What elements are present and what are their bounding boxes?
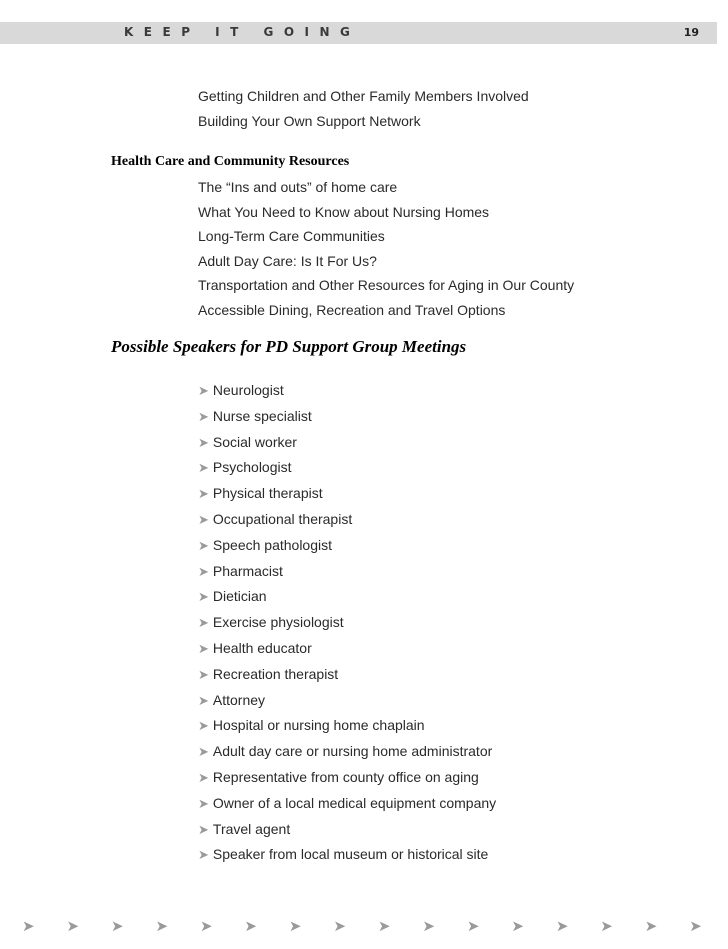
running-header [0, 22, 717, 44]
speaker-item [198, 507, 496, 533]
speaker-label: Recreation therapist [212, 665, 339, 682]
footer-arrow-icon: ➤ [689, 918, 702, 935]
footer-arrow-icon: ➤ [199, 918, 213, 935]
footer-arrow-icon: ➤ [288, 918, 302, 935]
speaker-item [198, 455, 496, 481]
footer-arrow-icon: ➤ [644, 918, 658, 935]
footer-arrow-icon: ➤ [66, 918, 80, 935]
footer-arrow-icon: ➤ [511, 918, 524, 935]
speaker-item [198, 739, 496, 765]
speaker-label: Psychologist [212, 459, 292, 476]
page-number: 19 [683, 26, 699, 39]
speaker-item [198, 559, 496, 585]
resources-heading: Health Care and Community Resources [111, 154, 350, 169]
arrow-bullet-icon: ➤ [198, 795, 209, 811]
arrow-bullet-icon: ➤ [198, 460, 209, 476]
footer-arrow-icon: ➤ [244, 918, 257, 935]
arrow-bullet-icon: ➤ [198, 383, 209, 398]
footer-arrow-icon: ➤ [555, 918, 569, 935]
arrow-bullet-icon: ➤ [198, 537, 209, 553]
footer-arrow-icon: ➤ [466, 918, 480, 935]
header-title: KEEP IT GOING [124, 25, 361, 39]
speaker-label: Travel agent [212, 820, 291, 837]
speaker-item [198, 817, 496, 843]
speaker-item [198, 584, 496, 610]
speakers-list [198, 378, 496, 868]
speaker-item [198, 481, 496, 507]
arrow-bullet-icon: ➤ [198, 640, 209, 656]
arrow-bullet-icon: ➤ [198, 511, 209, 527]
arrow-bullet-icon: ➤ [198, 434, 209, 450]
speaker-label: Owner of a local medical equipment company [212, 794, 497, 811]
arrow-bullet-icon: ➤ [198, 821, 209, 837]
arrow-bullet-icon: ➤ [198, 847, 209, 863]
speaker-item [198, 404, 496, 430]
arrow-bullet-icon: ➤ [198, 486, 209, 502]
arrow-bullet-icon: ➤ [198, 666, 209, 682]
arrow-bullet-icon: ➤ [198, 563, 209, 579]
arrow-bullet-icon: ➤ [198, 692, 209, 708]
speaker-label: Dietician [212, 588, 267, 605]
speaker-item [198, 662, 496, 688]
list-item: Adult Day Care: Is It For Us? [198, 252, 377, 269]
speaker-item [198, 533, 496, 559]
list-item: Building Your Own Support Network [198, 112, 421, 129]
arrow-bullet-icon: ➤ [198, 589, 209, 605]
list-item: Transportation and Other Resources for Aging in Our County [198, 277, 575, 294]
list-item: What You Need to Know about Nursing Homes [198, 203, 490, 220]
footer-arrow-icon: ➤ [22, 918, 35, 935]
footer-arrow-row [22, 917, 702, 937]
list-item: The “Ins and outs” of home care [198, 179, 398, 195]
speaker-item [198, 765, 496, 791]
footer-arrow-icon: ➤ [110, 918, 124, 935]
arrow-bullet-icon: ➤ [198, 408, 209, 424]
speaker-label: Neurologist [212, 382, 284, 398]
speaker-item [198, 842, 496, 868]
arrow-bullet-icon: ➤ [198, 744, 209, 760]
speaker-label: Health educator [212, 639, 312, 656]
arrow-bullet-icon: ➤ [198, 718, 209, 734]
speaker-label: Physical therapist [212, 485, 323, 502]
speaker-label: Exercise physiologist [212, 614, 344, 631]
list-item: Accessible Dining, Recreation and Travel Options [198, 301, 506, 318]
resources-list [198, 175, 574, 323]
speaker-label: Nurse specialist [212, 407, 312, 424]
footer-arrow-icon: ➤ [600, 918, 613, 935]
speaker-label: Speaker from local museum or historical site [212, 846, 489, 863]
speaker-label: Adult day care or nursing home administrator [212, 743, 493, 760]
footer-arrow-icon: ➤ [422, 918, 435, 935]
speaker-item [198, 378, 496, 404]
speaker-item [198, 791, 496, 817]
speakers-heading: Possible Speakers for PD Support Group Meetings [111, 337, 467, 356]
speaker-label: Social worker [212, 433, 297, 450]
speaker-label: Speech pathologist [212, 536, 332, 553]
footer-arrow-icon: ➤ [155, 918, 169, 935]
speaker-label: Attorney [212, 691, 266, 708]
speaker-label: Occupational therapist [212, 510, 353, 527]
arrow-bullet-icon: ➤ [198, 615, 209, 631]
family-topics-list [198, 84, 529, 133]
footer-arrow-icon: ➤ [333, 918, 346, 935]
speaker-label: Hospital or nursing home chaplain [212, 717, 425, 734]
speaker-label: Representative from county office on aging [212, 768, 479, 785]
arrow-bullet-icon: ➤ [198, 769, 209, 785]
speaker-item [198, 636, 496, 662]
list-item: Long-Term Care Communities [198, 228, 385, 245]
speaker-item [198, 713, 496, 739]
speaker-item [198, 688, 496, 714]
speaker-item [198, 430, 496, 456]
footer-arrow-icon: ➤ [377, 918, 391, 935]
speaker-label: Pharmacist [212, 562, 283, 579]
list-item: Getting Children and Other Family Members Involved [198, 88, 529, 104]
speaker-item [198, 610, 496, 636]
